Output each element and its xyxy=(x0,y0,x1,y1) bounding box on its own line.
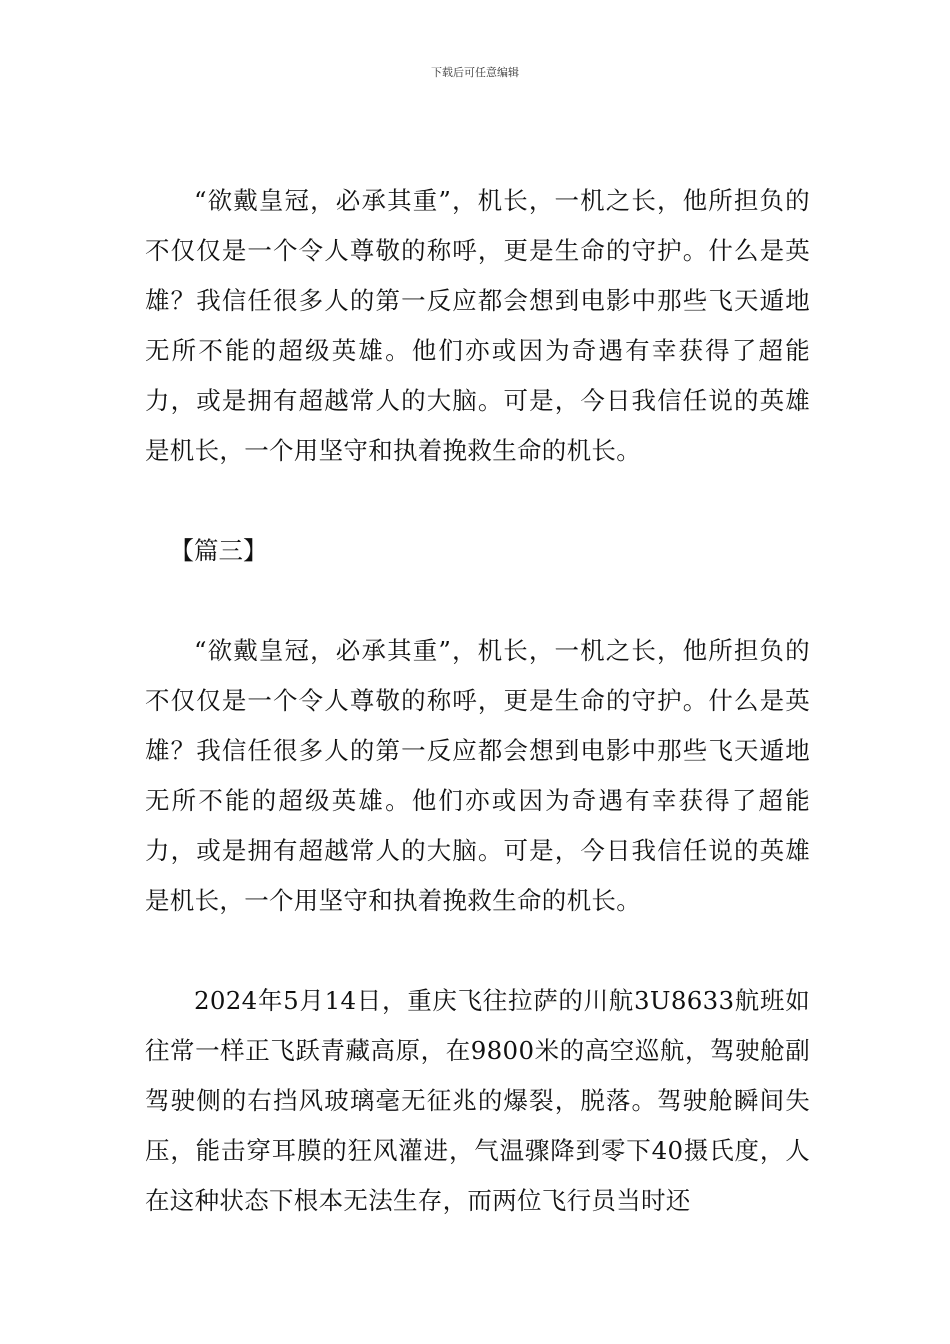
section-title: 【篇三】 xyxy=(169,536,268,565)
paragraph: 2024年5月14日，重庆飞往拉萨的川航3U8633航班如往常一样正飞跃青藏高原，在9800米的高空巡航，驾驶舱副驾驶侧的右挡风玻璃毫无征兆的爆裂，脱落。驾驶舱瞬间失压，能击穿耳膜的狂风灌进，气温骤降到零下40摄氏度，人在这种状态下根本无法生存，而两位飞行员当时还 xyxy=(145,986,810,1215)
paragraph: “欲戴皇冠，必承其重”，机长，一机之长，他所担负的不仅仅是一个令人尊敬的称呼，更是生命的守护。什么是英雄？我信任很多人的第一反应都会想到电影中那些飞天遁地无所不能的超级英雄。他们亦或因为奇遇有幸获得了超能力，或是拥有超越常人的大脑。可是，今日我信任说的英雄是机长，一个用坚守和执着挽救生命的机长。 xyxy=(145,186,810,465)
document-body xyxy=(145,176,810,1226)
page-header-note: 下载后可任意编辑 xyxy=(431,66,519,79)
paragraph: “欲戴皇冠，必承其重”，机长，一机之长，他所担负的不仅仅是一个令人尊敬的称呼，更是生命的守护。什么是英雄？我信任很多人的第一反应都会想到电影中那些飞天遁地无所不能的超级英雄。他们亦或因为奇遇有幸获得了超能力，或是拥有超越常人的大脑。可是，今日我信任说的英雄是机长，一个用坚守和执着挽救生命的机长。 xyxy=(145,636,810,915)
